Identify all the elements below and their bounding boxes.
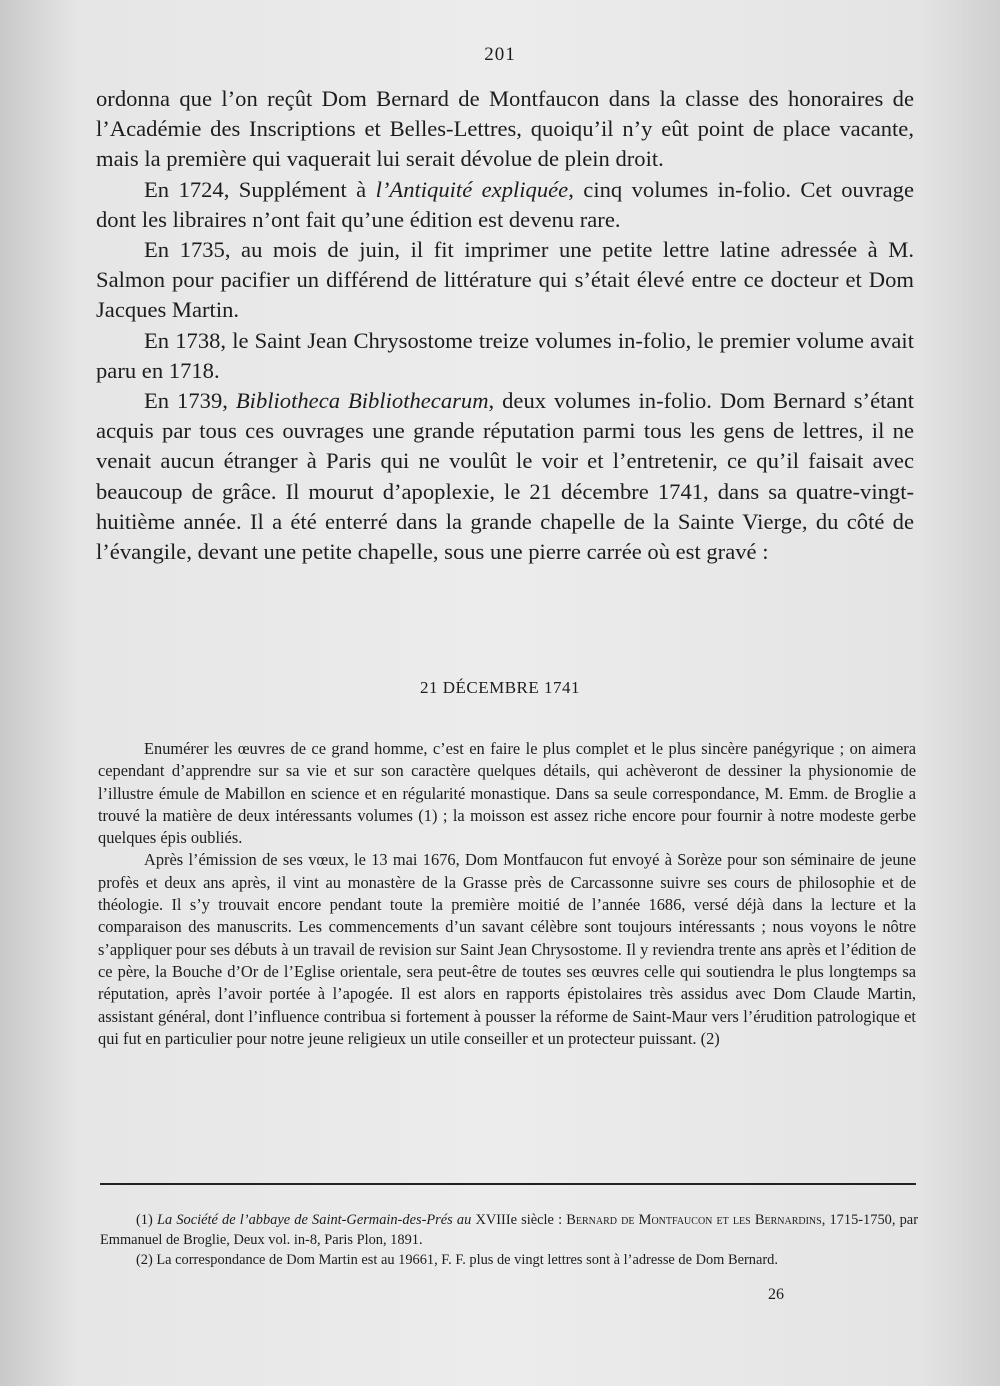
main-text (96, 84, 914, 567)
book-title: Bibliotheca Bibliothecarum (235, 388, 489, 414)
main-paragraph: En 1738, le Saint Jean Chrysostome treize volumes in-folio, le premier volume avait paru en 1718. (96, 327, 914, 383)
commentary-text (98, 738, 916, 1050)
footnote-title: La Société de l’abbaye de Saint-Germain-des-Prés au (156, 1212, 472, 1228)
text-run: En 1724, Supplément à (144, 176, 376, 202)
page-number: 201 (484, 44, 516, 65)
footnotes (100, 1210, 918, 1270)
commentary-paragraph: Enumérer les œuvres de ce grand homme, c’est en faire le plus complet et le plus sincère panégyrique ; on aimera cependant d’apprendre sur sa vie et sur son caractère quelques détails, qui achèveront de dessiner la physionomie de l’illustre émule de Mabillon en science et en régularité monastique. Dans sa seule correspondance, M. Emm. de Broglie a trouvé la matière de deux intéressants volumes (1) ; la moisson est assez riche encore pour fournir à notre modeste gerbe quelques épis oubliés. (98, 739, 916, 848)
footnote-rest: , 1715-1750, par Emmanuel de Broglie, Deux vol. in-8, Paris Plon, 1891. (100, 1212, 918, 1248)
main-paragraph: ordonna que l’on reçût Dom Bernard de Montfaucon dans la classe des honoraires de l’Académie des Inscriptions et Belles-Lettres, quoiqu’il n’y eût point de place vacante, mais la première qui vaquerait lui serait dévolue de plein droit. (96, 86, 914, 172)
main-paragraph: En 1735, au mois de juin, il fit imprimer une petite lettre latine adressée à M. Salmon pour pacifier un différend de littérature qui s’était élevé entre ce docteur et Dom Jacques Martin. (96, 237, 914, 323)
text-run: , deux volumes in-folio. Dom Bernard s’étant acquis par tous ces ouvrages une grande réputation parmi tous les gens de lettres, il ne venait aucun étranger à Paris qui ne voulût le voir et l’entretenir, ce qu’il faisait avec beaucoup de grâce. Il mourut d’apoplexie, le 21 décembre 1741, dans sa quatre-vingt-huitième année. Il a été enterré dans la grande chapelle de la Sainte Vierge, du côté de l’évangile, devant une petite chapelle, sous une pierre carrée où est gravé : (96, 388, 914, 565)
footnote-smallcaps: Bernard de Montfaucon et les Bernardins (562, 1212, 822, 1228)
text-run: , cinq volumes in-folio. Cet ouvrage dont les libraires n’ont fait qu’une édition est devenu rare. (96, 176, 915, 232)
footnote-number: (1) (136, 1212, 157, 1228)
main-paragraph (96, 386, 914, 567)
text-run: En 1739, (144, 388, 236, 414)
commentary-paragraph: Après l’émission de ses vœux, le 13 mai 1676, Dom Montfaucon fut envoyé à Sorèze pour son séminaire de jeune profès et deux ans après, il vint au monastère de la Grasse près de Carcassonne suivre ses cours de philosophie et de théologie. Il s’y trouvait encore pendant toute la première moitié de l’année 1686, versé déjà dans la lecture et la comparaison des manuscrits. Les commencements d’un savant célèbre sont toujours intéressants ; nous voyons le nôtre s’appliquer pour ses débuts à un travail de revision sur Saint Jean Chrysostome. Il y reviendra trente ans après et l’édition de ce père, la Bouche d’Or de l’Eglise orientale, sera peut-être de toutes ses œuvres celle qui soutiendra le plus longtemps sa réputation, après l’avoir portée à l’apogée. Il est alors en rapports épistolaires très assidus avec Dom Claude Martin, assistant général, dont l’influence contribua si fortement à pousser la réforme de Saint-Maur vers l’érudition patrologique et qui fut en particulier pour notre jeune religieux un utile conseiller et un protecteur puissant. (2) (98, 850, 916, 1048)
footnote-1 (100, 1210, 918, 1250)
footnote-2: (2) La correspondance de Dom Martin est au 19661, F. F. plus de vingt lettres sont à l’adresse de Dom Bernard. (136, 1252, 778, 1268)
inscription-date: 21 DÉCEMBRE 1741 (419, 678, 581, 697)
footnote-century: XVIIIe siècle : (471, 1212, 563, 1228)
book-title: l’Antiquité expliquée (375, 176, 569, 202)
main-paragraph (96, 175, 914, 235)
printer-signature: 26 (768, 1286, 784, 1303)
footnote-rule (100, 1183, 916, 1185)
